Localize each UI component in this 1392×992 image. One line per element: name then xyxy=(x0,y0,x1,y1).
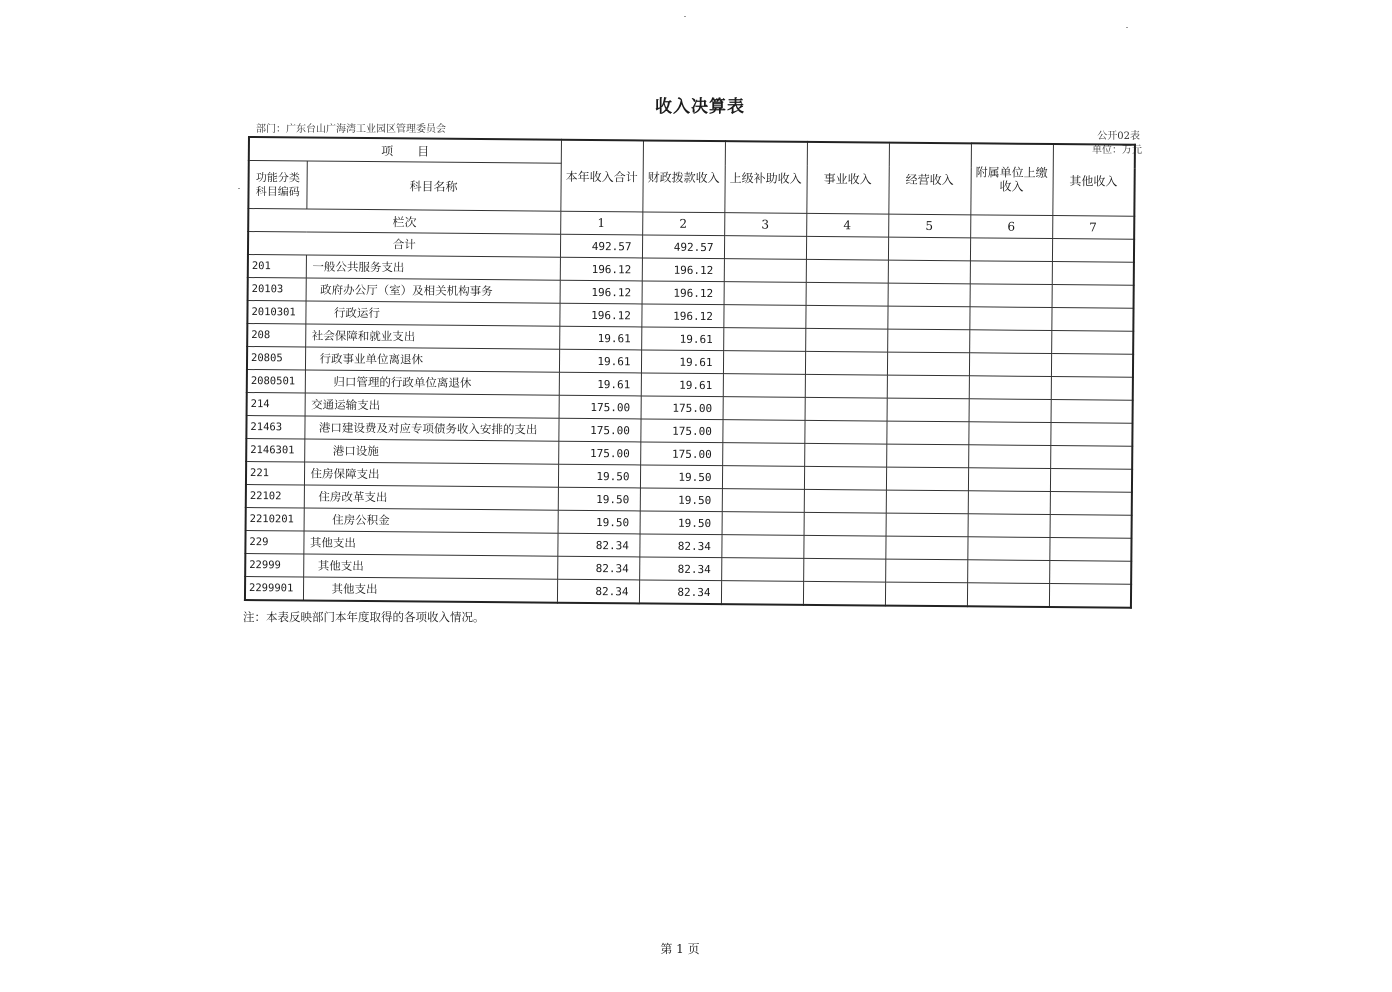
row-value-5 xyxy=(886,444,968,468)
row-value-6 xyxy=(969,353,1051,377)
col-number-5: 5 xyxy=(888,214,970,238)
row-value-6 xyxy=(967,583,1049,607)
row-code: 2210201 xyxy=(246,507,304,531)
row-value-1: 19.50 xyxy=(558,510,640,534)
row-value-1: 19.50 xyxy=(558,464,640,488)
row-value-5 xyxy=(886,467,968,491)
page-number: 第 1 页 xyxy=(660,942,700,956)
row-value-6 xyxy=(969,307,1051,331)
row-value-3 xyxy=(724,259,806,283)
row-value-5 xyxy=(888,260,970,284)
row-value-3 xyxy=(723,397,805,421)
row-value-2: 196.12 xyxy=(642,281,724,305)
col-header-3: 上级补助收入 xyxy=(724,141,807,213)
col-header-6: 附属单位上缴 收入 xyxy=(970,143,1053,215)
row-code: 2146301 xyxy=(246,438,304,462)
row-value-2: 196.12 xyxy=(641,304,723,328)
row-value-5 xyxy=(886,421,968,445)
row-value-7 xyxy=(1049,538,1131,562)
row-value-2: 19.61 xyxy=(641,327,723,351)
row-value-4 xyxy=(805,328,887,352)
row-value-3 xyxy=(723,305,805,329)
row-value-6 xyxy=(969,399,1051,423)
row-value-2: 175.00 xyxy=(641,396,723,420)
row-value-7 xyxy=(1051,354,1133,378)
scan-speck xyxy=(238,188,240,189)
row-value-3 xyxy=(723,328,805,352)
total-value-4 xyxy=(806,236,888,260)
row-name: 行政运行 xyxy=(305,301,559,326)
row-value-7 xyxy=(1051,308,1133,332)
row-value-4 xyxy=(804,466,886,490)
row-value-5 xyxy=(886,513,968,537)
item-header: 项 目 xyxy=(249,137,561,164)
row-value-3 xyxy=(722,489,804,513)
row-value-2: 82.34 xyxy=(639,534,721,558)
row-value-3 xyxy=(724,282,806,306)
row-value-4 xyxy=(806,259,888,283)
row-value-6 xyxy=(969,376,1051,400)
row-value-4 xyxy=(805,305,887,329)
col-number-1: 1 xyxy=(560,211,642,235)
row-value-7 xyxy=(1051,377,1133,401)
row-code: 229 xyxy=(245,530,303,554)
col-number-7: 7 xyxy=(1052,216,1134,240)
row-value-5 xyxy=(885,582,967,606)
row-value-2: 19.61 xyxy=(641,350,723,374)
row-code: 214 xyxy=(247,392,305,416)
row-value-3 xyxy=(722,512,804,536)
col-number-2: 2 xyxy=(642,212,724,236)
row-name: 政府办公厅（室）及相关机构事务 xyxy=(306,278,560,303)
col-number-6: 6 xyxy=(970,215,1052,239)
row-name: 港口建设费及对应专项债务收入安排的支出 xyxy=(304,416,558,441)
row-value-2: 82.34 xyxy=(639,557,721,581)
row-value-5 xyxy=(887,329,969,353)
row-name: 交通运输支出 xyxy=(305,393,559,418)
scan-speck xyxy=(1126,27,1128,28)
row-value-2: 19.50 xyxy=(640,488,722,512)
row-name: 行政事业单位离退休 xyxy=(305,347,559,372)
col-header-4: 事业收入 xyxy=(806,142,889,214)
row-value-1: 175.00 xyxy=(558,418,640,442)
col-header-5: 经营收入 xyxy=(888,143,971,215)
row-value-1: 196.12 xyxy=(560,280,642,304)
row-value-1: 19.61 xyxy=(559,372,641,396)
row-code: 2080501 xyxy=(247,369,305,393)
row-value-1: 82.34 xyxy=(557,556,639,580)
row-value-4 xyxy=(805,397,887,421)
row-value-3 xyxy=(722,466,804,490)
row-value-1: 175.00 xyxy=(558,441,640,465)
income-table-sheet xyxy=(244,136,1136,609)
row-code: 22102 xyxy=(246,484,304,508)
total-label: 合计 xyxy=(248,232,560,258)
row-name: 住房保障支出 xyxy=(304,462,558,487)
row-value-7 xyxy=(1052,262,1134,286)
row-value-3 xyxy=(721,581,803,605)
row-value-7 xyxy=(1050,492,1132,516)
total-value-6 xyxy=(970,238,1052,262)
row-value-4 xyxy=(804,512,886,536)
table-body xyxy=(245,137,1135,608)
row-code: 2010301 xyxy=(247,301,305,325)
row-value-7 xyxy=(1050,469,1132,493)
department-label: 部门：广东台山广海湾工业园区管理委员会 xyxy=(256,124,446,135)
row-code: 20805 xyxy=(247,347,305,371)
code-col-header: 功能分类 科目编码 xyxy=(248,161,306,209)
table-note: 注：本表反映部门本年度取得的各项收入情况。 xyxy=(243,610,485,624)
row-value-7 xyxy=(1049,584,1131,608)
row-value-7 xyxy=(1051,331,1133,355)
row-value-6 xyxy=(970,284,1052,308)
total-value-5 xyxy=(888,237,970,261)
row-value-5 xyxy=(885,559,967,583)
row-value-6 xyxy=(967,537,1049,561)
total-value-1: 492.57 xyxy=(560,234,642,258)
row-value-1: 196.12 xyxy=(559,303,641,327)
row-value-4 xyxy=(803,581,885,605)
row-name: 其他支出 xyxy=(303,554,557,579)
row-value-4 xyxy=(804,443,886,467)
col-header-7: 其他收入 xyxy=(1052,144,1135,216)
row-value-3 xyxy=(721,558,803,582)
row-value-5 xyxy=(887,306,969,330)
row-value-6 xyxy=(968,491,1050,515)
total-value-7 xyxy=(1052,239,1134,263)
row-name: 住房改革支出 xyxy=(304,485,558,510)
col-number-4: 4 xyxy=(806,213,888,237)
row-value-2: 19.61 xyxy=(641,373,723,397)
row-value-3 xyxy=(723,351,805,375)
row-value-1: 82.34 xyxy=(557,579,639,603)
row-value-3 xyxy=(722,443,804,467)
row-value-4 xyxy=(804,489,886,513)
row-value-4 xyxy=(803,558,885,582)
row-value-1: 19.50 xyxy=(558,487,640,511)
row-value-1: 82.34 xyxy=(557,533,639,557)
row-value-3 xyxy=(723,374,805,398)
unit-label: 单位：万元 xyxy=(1092,145,1142,156)
row-code: 201 xyxy=(248,255,306,279)
col-header-1: 本年收入合计 xyxy=(560,140,643,212)
row-name: 社会保障和就业支出 xyxy=(305,324,559,349)
row-code: 22999 xyxy=(245,553,303,577)
row-name: 住房公积金 xyxy=(304,508,558,533)
total-value-3 xyxy=(724,236,806,260)
row-value-4 xyxy=(806,282,888,306)
row-code: 221 xyxy=(246,461,304,485)
row-value-6 xyxy=(968,422,1050,446)
col-header-2: 财政拨款收入 xyxy=(642,140,725,212)
row-value-7 xyxy=(1051,400,1133,424)
row-value-6 xyxy=(970,261,1052,285)
row-value-1: 175.00 xyxy=(559,395,641,419)
row-value-6 xyxy=(969,330,1051,354)
row-value-3 xyxy=(721,535,803,559)
row-code: 21463 xyxy=(246,415,304,439)
row-value-5 xyxy=(887,375,969,399)
row-name: 归口管理的行政单位离退休 xyxy=(305,370,559,395)
row-value-3 xyxy=(722,420,804,444)
total-value-2: 492.57 xyxy=(642,235,724,259)
row-name: 港口设施 xyxy=(304,439,558,464)
lanci-label: 栏次 xyxy=(248,209,560,235)
row-value-7 xyxy=(1050,446,1132,470)
row-value-1: 19.61 xyxy=(559,326,641,350)
row-value-6 xyxy=(967,560,1049,584)
row-name: 其他支出 xyxy=(303,577,557,603)
row-value-5 xyxy=(887,352,969,376)
row-value-7 xyxy=(1049,561,1131,585)
row-value-6 xyxy=(968,468,1050,492)
report-title: 收入决算表 xyxy=(655,97,745,117)
row-value-7 xyxy=(1050,515,1132,539)
row-value-4 xyxy=(803,535,885,559)
row-value-5 xyxy=(887,398,969,422)
row-value-7 xyxy=(1052,285,1134,309)
row-value-2: 82.34 xyxy=(639,580,721,604)
row-value-6 xyxy=(968,445,1050,469)
row-name: 其他支出 xyxy=(303,531,557,556)
form-number: 公开02表 xyxy=(1097,131,1140,142)
row-value-4 xyxy=(805,351,887,375)
row-value-2: 196.12 xyxy=(642,258,724,282)
row-value-6 xyxy=(968,514,1050,538)
row-code: 20103 xyxy=(248,278,306,302)
row-value-1: 19.61 xyxy=(559,349,641,373)
income-table xyxy=(244,136,1136,609)
row-value-5 xyxy=(886,490,968,514)
row-value-2: 19.50 xyxy=(640,465,722,489)
row-name: 一般公共服务支出 xyxy=(306,255,560,280)
col-number-3: 3 xyxy=(724,213,806,237)
row-value-5 xyxy=(888,283,970,307)
name-col-header: 科目名称 xyxy=(306,161,560,211)
scan-speck xyxy=(684,16,686,17)
row-value-4 xyxy=(804,420,886,444)
row-value-5 xyxy=(885,536,967,560)
row-value-4 xyxy=(805,374,887,398)
row-value-2: 175.00 xyxy=(640,419,722,443)
row-value-2: 19.50 xyxy=(640,511,722,535)
row-code: 2299901 xyxy=(245,576,303,600)
row-code: 208 xyxy=(247,324,305,348)
row-value-1: 196.12 xyxy=(560,257,642,281)
row-value-7 xyxy=(1050,423,1132,447)
row-value-2: 175.00 xyxy=(640,442,722,466)
